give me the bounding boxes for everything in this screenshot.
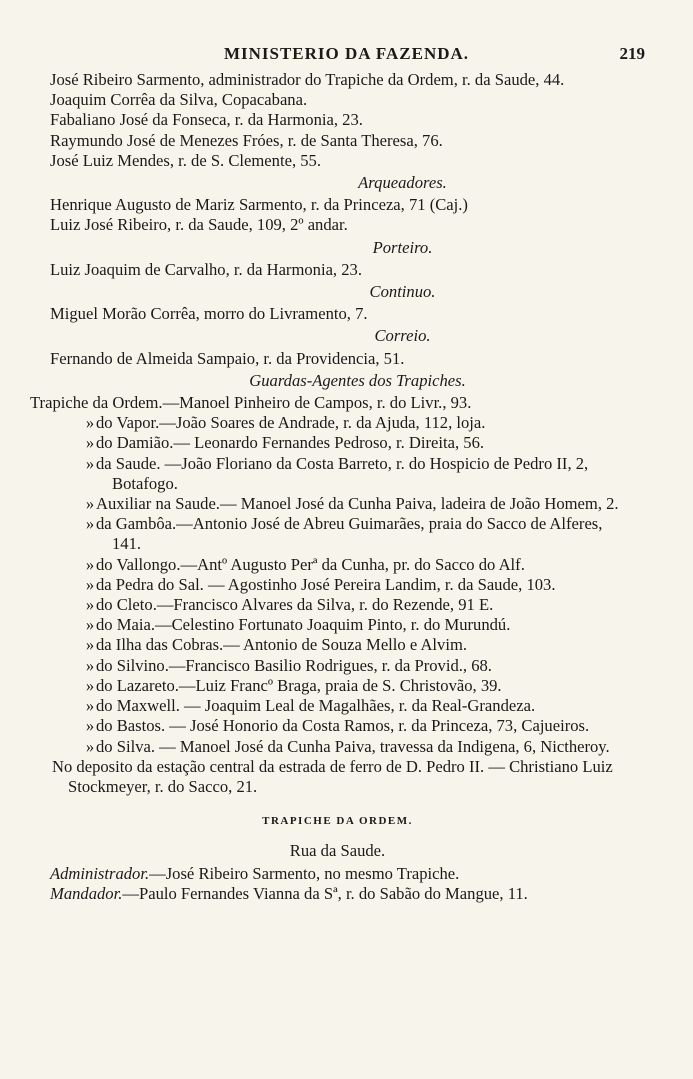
section-title-porteiro: Porteiro. xyxy=(372,237,433,257)
ditto-mark: » xyxy=(85,413,95,433)
ditto-mark: » xyxy=(85,554,95,574)
section-title-guardas: Guardas-Agentes dos Trapiches. xyxy=(249,370,466,390)
entry: José Ribeiro Sarmento, administrador do Trapiche da Ordem, r. da Saude, 44. xyxy=(50,70,565,89)
section-heading-trapiche-ordem: TRAPICHE DA ORDEM. xyxy=(262,815,413,828)
ditto-mark: » xyxy=(85,595,95,615)
running-head: MINISTERIO DA FAZENDA. xyxy=(223,44,470,63)
ditto-mark: » xyxy=(85,453,95,473)
ditto-mark: » xyxy=(85,736,95,756)
ditto-mark: » xyxy=(85,615,95,635)
street-heading: Rua da Saude. xyxy=(289,841,386,861)
guard-entry: » do Vapor.—João Soares de Andrade, r. da Ajuda, 112, loja. xyxy=(85,413,486,433)
entry: Fernando de Almeida Sampaio, r. da Providencia, 51. xyxy=(50,348,405,368)
ditto-mark: » xyxy=(85,433,95,453)
document-body xyxy=(30,70,625,904)
entry: Luiz Joaquim de Carvalho, r. da Harmonia, 23. xyxy=(50,259,362,279)
role-label: Administrador. xyxy=(50,863,150,883)
entry: Miguel Morão Corrêa, morro do Livramento, 7. xyxy=(50,304,368,324)
guard-entry: » do Silvino.—Francisco Basilio Rodrigues, r. da Provid., 68. xyxy=(85,655,492,675)
guard-entry: » Auxiliar na Saude.— Manoel José da Cunha Paiva, ladeira de João Homem, 2. xyxy=(85,494,619,514)
page-number: 219 xyxy=(619,44,645,63)
guard-entry: » da Saude. —João Floriano da Costa Barreto, r. do Hospicio de Pedro II, 2, Botafogo. xyxy=(85,453,589,493)
section-title-correio: Correio. xyxy=(374,326,431,346)
entry: Joaquim Corrêa da Silva, Copacabana. xyxy=(50,90,308,110)
entry: José Luiz Mendes, r. de S. Clemente, 55. xyxy=(50,150,321,170)
guard-entry: » do Bastos. — José Honorio da Costa Ramos, r. da Princeza, 73, Cajueiros. xyxy=(85,716,590,736)
guard-entry: » da Gambôa.—Antonio José de Abreu Guimarães, praia do Sacco de Alferes, 141. xyxy=(85,514,603,554)
ditto-mark: » xyxy=(85,675,95,695)
ditto-mark: » xyxy=(85,514,95,534)
trapiche-entry: Administrador.—José Ribeiro Sarmento, no mesmo Trapiche. xyxy=(50,863,460,883)
entry: Luiz José Ribeiro, r. da Saude, 109, 2º andar. xyxy=(50,215,348,235)
ditto-mark: » xyxy=(85,574,95,594)
guard-entry: » do Maxwell. — Joaquim Leal de Magalhães, r. da Real-Grandeza. xyxy=(85,696,536,716)
section-title-continuo: Continuo. xyxy=(369,282,436,302)
guard-list xyxy=(50,413,625,756)
guard-entry: » do Silva. — Manoel José da Cunha Paiva, travessa da Indigena, 6, Nictheroy. xyxy=(85,736,610,756)
ditto-mark: » xyxy=(85,635,95,655)
guard-entry-ordem: Trapiche da Ordem.—Manoel Pinheiro de Campos, r. do Livr., 93. xyxy=(30,393,472,413)
entry: Fabaliano José da Fonseca, r. da Harmonia, 23. xyxy=(50,110,363,130)
guard-entry: » do Vallongo.—Antº Augusto Perª da Cunha, pr. do Sacco do Alf. xyxy=(85,554,525,574)
entry: Raymundo José de Menezes Fróes, r. de Santa Theresa, 76. xyxy=(50,130,443,150)
ditto-mark: » xyxy=(85,655,95,675)
guard-entry: » do Lazareto.—Luiz Francº Braga, praia de S. Christovão, 39. xyxy=(85,675,502,695)
section-title-arqueadores: Arqueadores. xyxy=(358,173,447,193)
ditto-mark: » xyxy=(85,716,95,736)
guard-entry: » do Cleto.—Francisco Alvares da Silva, r. do Rezende, 91 E. xyxy=(85,595,494,615)
ditto-mark: » xyxy=(85,494,95,514)
role-label: Mandador. xyxy=(50,883,123,903)
guard-entry: » do Damião.— Leonardo Fernandes Pedroso, r. Direita, 56. xyxy=(85,433,485,453)
ditto-mark: » xyxy=(85,696,95,716)
trapiche-entry: Mandador.—Paulo Fernandes Vianna da Sª, r. do Sabão do Mangue, 11. xyxy=(50,883,528,903)
entry: Henrique Augusto de Mariz Sarmento, r. da Princeza, 71 (Caj.) xyxy=(50,195,468,215)
guard-entry: » da Ilha das Cobras.— Antonio de Souza Mello e Alvim. xyxy=(85,635,468,655)
guard-entry: » do Maia.—Celestino Fortunato Joaquim Pinto, r. do Murundú. xyxy=(85,615,511,635)
deposito-entry: No deposito da estação central da estrada de ferro de D. Pedro II. — Christiano Luiz Stockmeyer, r. do Sacco, 21. xyxy=(52,756,613,796)
guard-entry: » da Pedra do Sal. — Agostinho José Pereira Landim, r. da Saude, 103. xyxy=(85,574,556,594)
